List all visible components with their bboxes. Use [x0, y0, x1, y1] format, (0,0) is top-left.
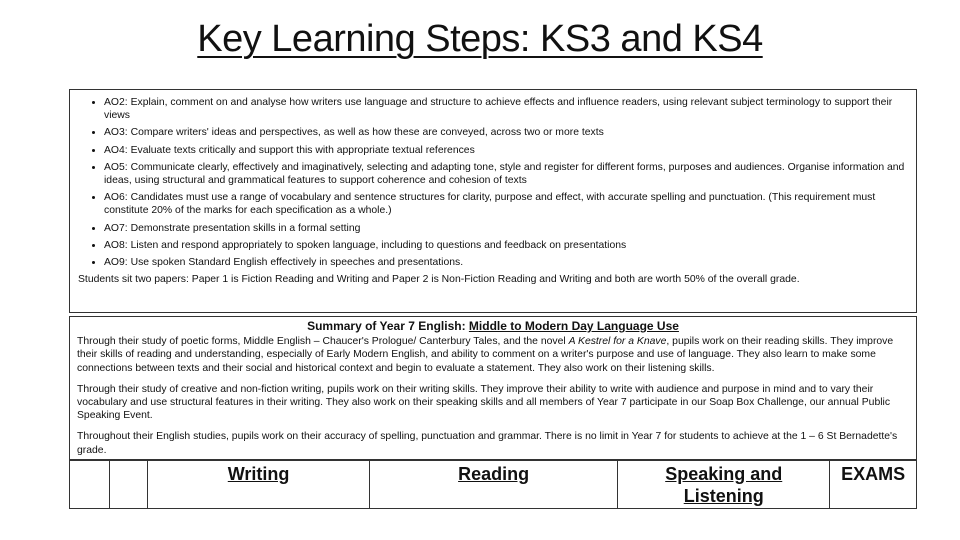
assessment-objectives-box [69, 89, 917, 313]
novel-title: A Kestrel for a Knave [568, 336, 667, 348]
header-speaking-listening [618, 461, 830, 509]
summary-p1-end: , pupils work on their reading skills. They improve their skills of reading and understanding, especially of Early Modern English, and ability to comment on a writer's purpose and use of language. They also learn to make some connections between texts and their social and historical context and begin to evaluate a statement. They also work on their listening skills. [77, 336, 894, 374]
summary-title-prefix: Summary of Year 7 English: [307, 319, 469, 333]
objective-item: • AO4: Evaluate texts critically and support this with appropriate textual references [104, 144, 908, 157]
header-reading-label: Reading [458, 464, 530, 484]
objective-item: • AO2: Explain, comment on and analyse how writers use language and structure to achieve effects and influence readers, using relevant subject terminology to support their views [104, 96, 908, 122]
objective-item: • AO5: Communicate clearly, effectively and imaginatively, selecting and adapting tone, style and register for different forms, purposes and audiences. Organise information and ideas, using structural and grammatical features to support coherence and cohesion of texts [104, 161, 908, 187]
summary-title-highlight: Middle to Modern Day Language Use [468, 319, 679, 333]
page-title: Key Learning Steps: KS3 and KS4 [197, 18, 763, 60]
papers-note: Students sit two papers: Paper 1 is Fiction Reading and Writing and Paper 2 is Non-Fiction Reading and Writing and both are worth 50% of the overall grade. [78, 274, 800, 286]
objective-item: • AO7: Demonstrate presentation skills in a formal setting [104, 222, 908, 235]
summary-title [77, 320, 909, 333]
table-row [70, 461, 917, 509]
summary-box [69, 316, 917, 460]
summary-p1-start: Through their study of poetic forms, Middle English – Chaucer's Prologue/ Canterbury Tales, and the novel [77, 336, 569, 348]
objective-item: • AO9: Use spoken Standard English effectively in speeches and presentations. [104, 256, 908, 269]
header-writing-label: Writing [227, 464, 290, 484]
objective-item: • AO8: Listen and respond appropriately to spoken language, including to questions and feedback on presentations [104, 239, 908, 252]
header-exams: EXAMS [830, 461, 917, 509]
header-reading [369, 461, 617, 509]
header-speaking-line2: Listening [683, 486, 764, 506]
header-speaking-line1: Speaking and [665, 464, 783, 484]
skills-table [69, 460, 917, 509]
summary-paragraph-spag: Throughout their English studies, pupils work on their accuracy of spelling, punctuation and grammar. There is no limit in Year 7 for students to achieve at the 1 – 6 St Bernadette's grade. [77, 431, 898, 456]
summary-paragraph-reading [77, 335, 909, 375]
summary-paragraph-writing: Through their study of creative and non-fiction writing, pupils work on their writing skills. They improve their ability to write with audience and purpose in mind and to vary their vocabulary and use structural features in their writing. They also work on their speaking skills and all members of Year 7 participate in our Soap Box Challenge, our annual Public Speaking Event. [77, 383, 891, 422]
objective-item: • AO3: Compare writers' ideas and perspectives, as well as how these are conveyed, across two or more texts [104, 126, 908, 139]
table-cell-empty [109, 461, 148, 509]
objective-item: • AO6: Candidates must use a range of vocabulary and sentence structures for clarity, purpose and effect, with accurate spelling and punctuation. (This requirement must constitute 20% of the marks for each specification as a whole.) [104, 191, 908, 217]
objectives-list [78, 96, 908, 269]
table-cell-empty [70, 461, 110, 509]
header-writing [148, 461, 370, 509]
